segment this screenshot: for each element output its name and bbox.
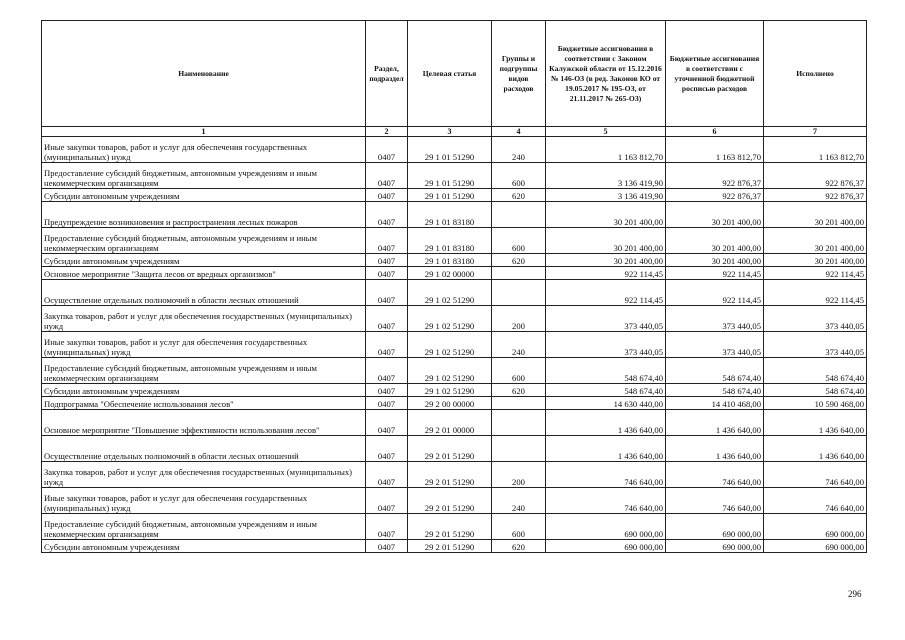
cell-budget-refined: 373 440,05 — [666, 306, 764, 332]
cell-budget-refined: 690 000,00 — [666, 514, 764, 540]
table-row — [42, 540, 867, 553]
cell-name: Основное мероприятие "Повышение эффективности использования лесов" — [42, 410, 366, 436]
cell-expense-group: 240 — [492, 332, 546, 358]
cell-target-article: 29 1 02 51290 — [408, 306, 492, 332]
cell-section: 0407 — [366, 189, 408, 202]
cell-executed: 373 440,05 — [764, 306, 867, 332]
cell-budget-refined: 373 440,05 — [666, 332, 764, 358]
cell-budget-refined: 1 436 640,00 — [666, 436, 764, 462]
cell-name: Предоставление субсидий бюджетным, автономным учреждениям и иным некоммерческим организациям — [42, 358, 366, 384]
cell-section: 0407 — [366, 397, 408, 410]
cell-section: 0407 — [366, 254, 408, 267]
cell-executed: 1 163 812,70 — [764, 137, 867, 163]
cell-budget-law: 1 436 640,00 — [546, 410, 666, 436]
table-row — [42, 228, 867, 254]
cell-expense-group: 200 — [492, 306, 546, 332]
cell-name: Предоставление субсидий бюджетным, автономным учреждениям и иным некоммерческим организациям — [42, 228, 366, 254]
cell-executed: 922 876,37 — [764, 189, 867, 202]
cell-section: 0407 — [366, 228, 408, 254]
cell-section: 0407 — [366, 332, 408, 358]
cell-expense-group: 240 — [492, 137, 546, 163]
cell-budget-refined: 30 201 400,00 — [666, 202, 764, 228]
cell-expense-group: 600 — [492, 228, 546, 254]
table-row — [42, 202, 867, 228]
header-budget-law: Бюджетные ассигнования в соответствии с Законом Калужской области от 15.12.2016 № 146-ОЗ (в ред. Законов КО от 19.05.2017 № 195-ОЗ, от 21.11.2017 № 265-ОЗ) — [546, 21, 666, 127]
cell-target-article: 29 2 01 51290 — [408, 488, 492, 514]
cell-executed: 30 201 400,00 — [764, 202, 867, 228]
cell-executed: 746 640,00 — [764, 462, 867, 488]
cell-expense-group: 600 — [492, 163, 546, 189]
cell-target-article: 29 2 00 00000 — [408, 397, 492, 410]
cell-expense-group: 600 — [492, 514, 546, 540]
cell-section: 0407 — [366, 358, 408, 384]
cell-target-article: 29 1 01 51290 — [408, 189, 492, 202]
cell-budget-law: 746 640,00 — [546, 462, 666, 488]
cell-section: 0407 — [366, 280, 408, 306]
cell-target-article: 29 1 02 51290 — [408, 280, 492, 306]
cell-section: 0407 — [366, 540, 408, 553]
cell-executed: 30 201 400,00 — [764, 254, 867, 267]
cell-expense-group — [492, 267, 546, 280]
cell-executed: 922 114,45 — [764, 267, 867, 280]
cell-name: Субсидии автономным учреждениям — [42, 254, 366, 267]
table-row — [42, 358, 867, 384]
cell-budget-law: 373 440,05 — [546, 332, 666, 358]
cell-executed: 690 000,00 — [764, 514, 867, 540]
cell-executed: 746 640,00 — [764, 488, 867, 514]
cell-expense-group: 620 — [492, 384, 546, 397]
budget-table — [41, 20, 867, 553]
table-row — [42, 189, 867, 202]
cell-name: Осуществление отдельных полномочий в области лесных отношений — [42, 280, 366, 306]
header-row — [42, 21, 867, 127]
table-row — [42, 137, 867, 163]
cell-budget-law: 922 114,45 — [546, 280, 666, 306]
cell-name: Иные закупки товаров, работ и услуг для обеспечения государственных (муниципальных) нужд — [42, 488, 366, 514]
cell-section: 0407 — [366, 462, 408, 488]
cell-budget-refined: 922 876,37 — [666, 163, 764, 189]
cell-section: 0407 — [366, 436, 408, 462]
cell-target-article: 29 1 02 51290 — [408, 358, 492, 384]
cell-section: 0407 — [366, 488, 408, 514]
cell-target-article: 29 1 01 51290 — [408, 163, 492, 189]
cell-section: 0407 — [366, 267, 408, 280]
cell-section: 0407 — [366, 163, 408, 189]
table-row — [42, 514, 867, 540]
cell-budget-refined: 746 640,00 — [666, 488, 764, 514]
cell-budget-law: 690 000,00 — [546, 514, 666, 540]
table-body — [42, 137, 867, 553]
cell-budget-refined: 922 876,37 — [666, 189, 764, 202]
header-section: Раздел, подраздел — [366, 21, 408, 127]
cell-name: Закупка товаров, работ и услуг для обеспечения государственных (муниципальных) нужд — [42, 462, 366, 488]
cell-budget-law: 746 640,00 — [546, 488, 666, 514]
cell-budget-law: 690 000,00 — [546, 540, 666, 553]
cell-budget-law: 30 201 400,00 — [546, 254, 666, 267]
cell-budget-refined: 548 674,40 — [666, 384, 764, 397]
table-row — [42, 306, 867, 332]
cell-expense-group: 200 — [492, 462, 546, 488]
cell-executed: 1 436 640,00 — [764, 410, 867, 436]
cell-executed: 373 440,05 — [764, 332, 867, 358]
table-row — [42, 163, 867, 189]
column-number: 3 — [408, 127, 492, 137]
column-number-row — [42, 127, 867, 137]
cell-executed: 548 674,40 — [764, 358, 867, 384]
cell-budget-law: 548 674,40 — [546, 384, 666, 397]
cell-expense-group — [492, 280, 546, 306]
table-row — [42, 397, 867, 410]
table-row — [42, 462, 867, 488]
cell-name: Иные закупки товаров, работ и услуг для обеспечения государственных (муниципальных) нужд — [42, 332, 366, 358]
header-name: Наименование — [42, 21, 366, 127]
cell-budget-refined: 922 114,45 — [666, 280, 764, 306]
cell-budget-refined: 922 114,45 — [666, 267, 764, 280]
cell-budget-refined: 1 163 812,70 — [666, 137, 764, 163]
column-number: 7 — [764, 127, 867, 137]
cell-budget-law: 922 114,45 — [546, 267, 666, 280]
cell-executed: 922 114,45 — [764, 280, 867, 306]
cell-target-article: 29 2 01 51290 — [408, 540, 492, 553]
cell-budget-law: 1 163 812,70 — [546, 137, 666, 163]
cell-target-article: 29 2 01 51290 — [408, 436, 492, 462]
cell-expense-group — [492, 436, 546, 462]
cell-budget-refined: 548 674,40 — [666, 358, 764, 384]
header-budget-refined: Бюджетные ассигнования в соответствии с уточненной бюджетной росписью расходов — [666, 21, 764, 127]
table-row — [42, 280, 867, 306]
cell-expense-group — [492, 410, 546, 436]
cell-name: Основное мероприятие "Защита лесов от вредных организмов" — [42, 267, 366, 280]
cell-section: 0407 — [366, 384, 408, 397]
cell-name: Субсидии автономным учреждениям — [42, 189, 366, 202]
cell-executed: 1 436 640,00 — [764, 436, 867, 462]
table-row — [42, 267, 867, 280]
cell-expense-group: 240 — [492, 488, 546, 514]
header-expense-groups: Группы и подгруппы видов расходов — [492, 21, 546, 127]
cell-target-article: 29 2 01 51290 — [408, 514, 492, 540]
cell-budget-refined: 30 201 400,00 — [666, 254, 764, 267]
cell-name: Предоставление субсидий бюджетным, автономным учреждениям и иным некоммерческим организациям — [42, 163, 366, 189]
cell-budget-refined: 30 201 400,00 — [666, 228, 764, 254]
cell-budget-refined: 14 410 468,00 — [666, 397, 764, 410]
table-row — [42, 436, 867, 462]
cell-budget-law: 3 136 419,90 — [546, 163, 666, 189]
cell-budget-law: 30 201 400,00 — [546, 228, 666, 254]
cell-name: Осуществление отдельных полномочий в области лесных отношений — [42, 436, 366, 462]
cell-expense-group: 600 — [492, 358, 546, 384]
cell-target-article: 29 2 01 00000 — [408, 410, 492, 436]
header-target-article: Целевая статья — [408, 21, 492, 127]
cell-target-article: 29 1 02 51290 — [408, 332, 492, 358]
cell-target-article: 29 1 01 51290 — [408, 137, 492, 163]
cell-executed: 548 674,40 — [764, 384, 867, 397]
cell-section: 0407 — [366, 306, 408, 332]
column-number: 4 — [492, 127, 546, 137]
header-executed: Исполнено — [764, 21, 867, 127]
cell-name: Закупка товаров, работ и услуг для обеспечения государственных (муниципальных) нужд — [42, 306, 366, 332]
cell-executed: 922 876,37 — [764, 163, 867, 189]
cell-target-article: 29 2 01 51290 — [408, 462, 492, 488]
cell-executed: 690 000,00 — [764, 540, 867, 553]
cell-expense-group — [492, 202, 546, 228]
column-number: 1 — [42, 127, 366, 137]
cell-expense-group: 620 — [492, 254, 546, 267]
cell-section: 0407 — [366, 514, 408, 540]
cell-budget-refined: 1 436 640,00 — [666, 410, 764, 436]
table-row — [42, 410, 867, 436]
column-number: 6 — [666, 127, 764, 137]
column-number: 2 — [366, 127, 408, 137]
page-number: 296 — [848, 589, 862, 599]
cell-name: Субсидии автономным учреждениям — [42, 540, 366, 553]
cell-budget-refined: 746 640,00 — [666, 462, 764, 488]
cell-name: Иные закупки товаров, работ и услуг для обеспечения государственных (муниципальных) нужд — [42, 137, 366, 163]
cell-budget-law: 3 136 419,90 — [546, 189, 666, 202]
table-row — [42, 254, 867, 267]
cell-executed: 30 201 400,00 — [764, 228, 867, 254]
cell-budget-law: 14 630 440,00 — [546, 397, 666, 410]
cell-budget-law: 1 436 640,00 — [546, 436, 666, 462]
cell-expense-group: 620 — [492, 540, 546, 553]
cell-section: 0407 — [366, 410, 408, 436]
cell-target-article: 29 1 01 83180 — [408, 202, 492, 228]
cell-target-article: 29 1 02 51290 — [408, 384, 492, 397]
cell-section: 0407 — [366, 137, 408, 163]
table-row — [42, 488, 867, 514]
cell-name: Субсидии автономным учреждениям — [42, 384, 366, 397]
cell-name: Предоставление субсидий бюджетным, автономным учреждениям и иным некоммерческим организациям — [42, 514, 366, 540]
cell-target-article: 29 1 01 83180 — [408, 228, 492, 254]
cell-budget-law: 373 440,05 — [546, 306, 666, 332]
cell-budget-law: 30 201 400,00 — [546, 202, 666, 228]
cell-expense-group — [492, 397, 546, 410]
cell-target-article: 29 1 02 00000 — [408, 267, 492, 280]
cell-expense-group: 620 — [492, 189, 546, 202]
table-row — [42, 384, 867, 397]
cell-name: Подпрограмма "Обеспечение использования лесов" — [42, 397, 366, 410]
cell-executed: 10 590 468,00 — [764, 397, 867, 410]
table-row — [42, 332, 867, 358]
cell-budget-law: 548 674,40 — [546, 358, 666, 384]
cell-budget-refined: 690 000,00 — [666, 540, 764, 553]
cell-target-article: 29 1 01 83180 — [408, 254, 492, 267]
cell-section: 0407 — [366, 202, 408, 228]
column-number: 5 — [546, 127, 666, 137]
cell-name: Предупреждение возникновения и распространения лесных пожаров — [42, 202, 366, 228]
